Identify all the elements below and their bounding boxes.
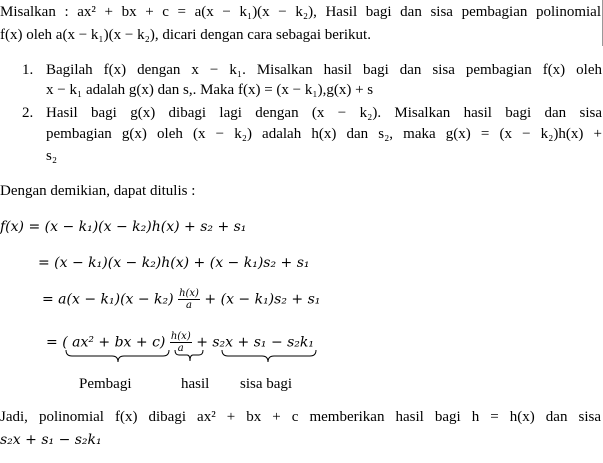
equation-3 <box>42 288 320 311</box>
label-quotient: hasil <box>181 376 210 392</box>
fraction-h-over-a <box>178 288 200 311</box>
underbraces <box>0 346 603 370</box>
equation-4-remainder: s₂x + s₁ − s₂k₁ <box>212 334 315 351</box>
equation-3-left: = a(x − k₁)(x − k₂) <box>42 291 174 308</box>
equation-2: = (x − k₁)(x − k₂)h(x) + (x − k₁)s₂ + s₁ <box>38 255 310 271</box>
brace-divisor <box>66 350 169 362</box>
equation-4-plus: + <box>196 334 208 351</box>
label-remainder: sisa bagi <box>240 376 293 392</box>
equation-4-equals: = <box>46 334 58 351</box>
equation-1: f(x) = (x − k₁)(x − k₂)h(x) + s₂ + s₁ <box>0 219 247 235</box>
intro-line-2: f(x) oleh a(x − k₁)(x − k₂), dicari dengan cara sebagai berikut. <box>0 27 371 43</box>
equation-3-right: + (x − k₁)s₂ + s₁ <box>204 291 321 308</box>
label-divisor: Pembagi <box>79 376 132 392</box>
step-2-number: 2. <box>22 105 34 121</box>
step-1-number: 1. <box>22 62 34 78</box>
brace-remainder <box>222 350 316 362</box>
brace-quotient <box>175 350 203 361</box>
fraction-denominator-2: a <box>177 343 184 354</box>
equation-4-divisor: ( ax² + bx + c) <box>62 334 166 351</box>
final-line-2: s₂x + s₁ − s₂k₁ <box>0 432 102 448</box>
step-1-line-2: x − k₁ adalah g(x) dan s,. Maka f(x) = (x − k₁),g(x) + s <box>46 82 374 98</box>
step-2-line-1: Hasil bagi g(x) dibagi lagi dengan (x − k₂). Misalkan hasil bagi dan sisa <box>46 105 602 121</box>
step-2-line-3: s₂ <box>46 148 58 164</box>
step-1-line-1: Bagilah f(x) dengan x − k₁. Misalkan hasil bagi dan sisa pembagian f(x) oleh <box>46 62 602 78</box>
fraction-denominator: a <box>186 300 192 311</box>
final-line-1: Jadi, polinomial f(x) dibagi ax² + bx + c memberikan hasil bagi h = h(x) dan sisa <box>0 409 601 425</box>
fraction-numerator-2: h(x) <box>170 331 191 342</box>
intro-line-1: Misalkan : ax² + bx + c = a(x − k₁)(x − k₂), Hasil bagi dan sisa pembagian polinomial <box>0 4 601 20</box>
fraction-numerator: h(x) <box>179 288 199 299</box>
conclusion-intro: Dengan demikian, dapat ditulis : <box>0 183 196 199</box>
step-2-line-2: pembagian g(x) oleh (x − k₂) adalah h(x) dan s₂, maka g(x) = (x − k₂)h(x) + <box>46 126 602 142</box>
